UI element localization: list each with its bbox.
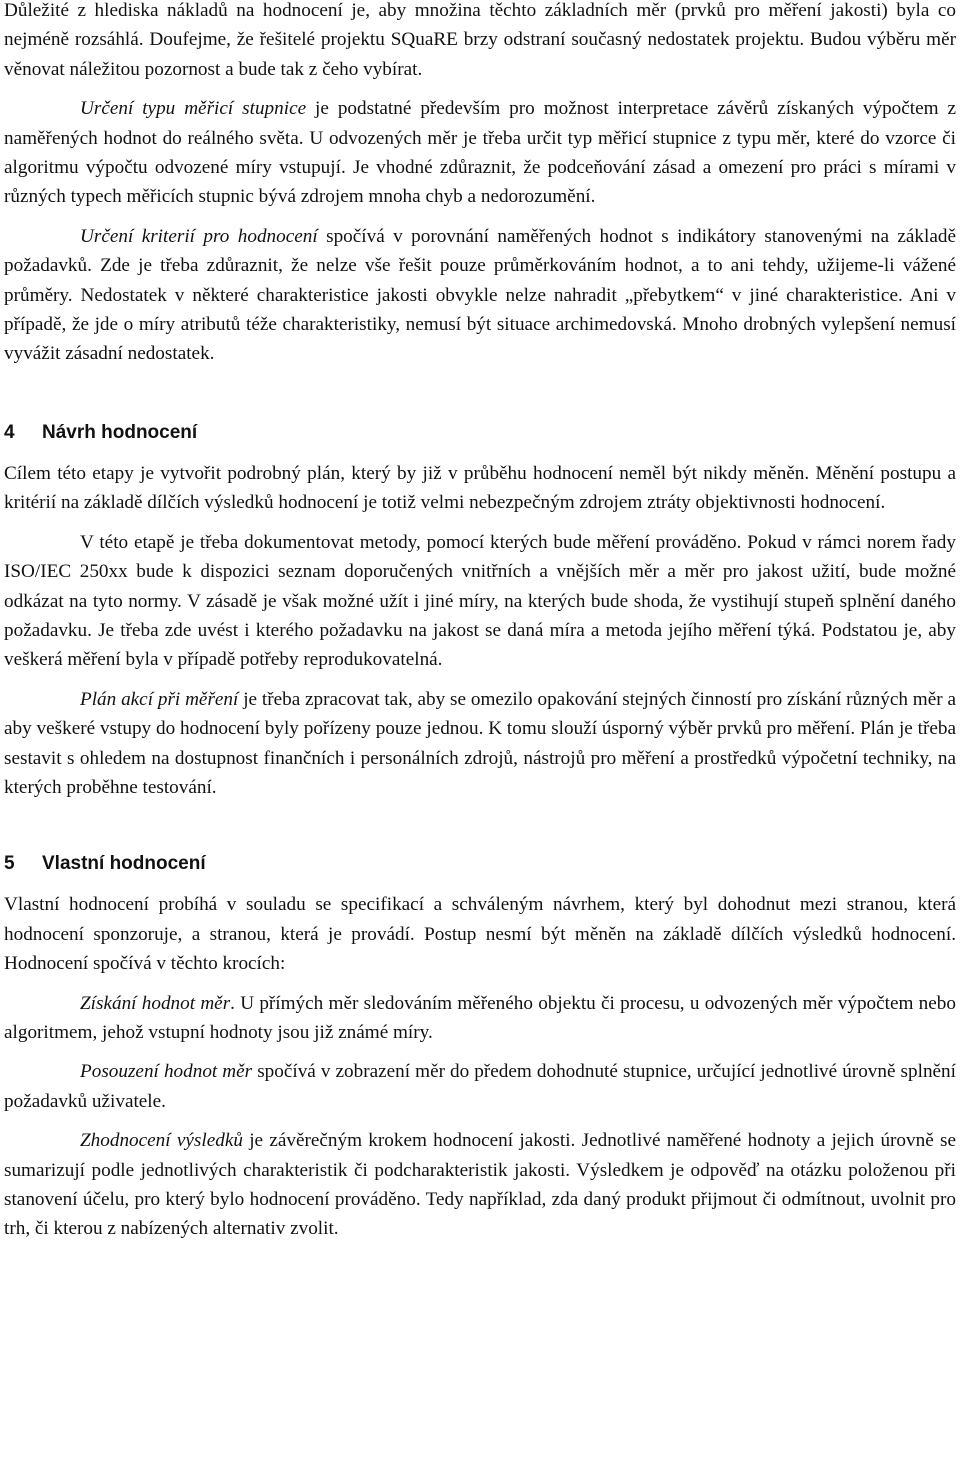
term-evaluation-criteria: Určení kriterií pro hodnocení <box>80 225 318 247</box>
term-obtaining-values: Získání hodnot měr <box>80 992 231 1014</box>
section-5-paragraph-2-text: . U přímých měr sledováním měřeného objektu či procesu, u odvozených měr výpočtem nebo algoritmem, jehož vstupní hodnoty jsou již známé míry. <box>4 992 956 1043</box>
section-5-paragraph-3 <box>4 1057 956 1116</box>
term-measurement-plan: Plán akcí při měření <box>80 688 239 710</box>
section-5-paragraph-2 <box>4 989 956 1048</box>
section-4-title: Návrh hodnocení <box>42 421 198 443</box>
term-measurement-scale: Určení typu měřicí stupnice <box>80 98 307 120</box>
section-5-title: Vlastní hodnocení <box>42 853 206 875</box>
section-4-heading <box>4 421 956 445</box>
term-assessing-values: Posouzení hodnot měr <box>80 1061 253 1083</box>
intro-paragraph-1: Důležité z hlediska nákladů na hodnocení je, aby množina těchto základních měr (prvků pro měření jakosti) byla co nejméně rozsáhlá. Doufejme, že řešitelé projektu SQuaRE brzy odstraní současný nedostatek projektu. Budou výběru měr věnovat náležitou pozornost a bude tak z čeho vybírat. <box>4 0 956 80</box>
intro-paragraph-3 <box>4 222 956 369</box>
section-4-number: 4 <box>4 421 15 443</box>
section-5-heading <box>4 852 956 876</box>
section-5-paragraph-1: Vlastní hodnocení probíhá v souladu se specifikací a schváleným návrhem, který byl dohodnut mezi stranou, která hodnocení sponzoruje, a stranou, která je provádí. Postup nesmí být měněn na základě dílčích výsledků hodnocení. Hodnocení spočívá v těchto krocích: <box>4 894 956 975</box>
section-5-paragraph-3-text: spočívá v zobrazení měr do předem dohodnuté stupnice, určující jednotlivé úrovně splnění požadavků uživatele. <box>4 1061 956 1112</box>
intro-paragraph-2 <box>4 94 956 212</box>
intro-paragraph-2-text: je podstatné především pro možnost interpretace závěrů získaných výpočtem z naměřených hodnot do reálného světa. U odvozených měr je třeba určit typ měřicí stupnice z typu měr, které do vzorce či algoritmu výpočtu odvozené míry vstupují. Je vhodné zdůraznit, že podceňování zásad a omezení pro práci s mírami v různých typech měřicích stupnic bývá zdrojem mnoha chyb a nedorozumění. <box>4 98 956 208</box>
intro-paragraph-3-text: spočívá v porovnání naměřených hodnot s indikátory stanovenými na základě požadavků. Zde je třeba zdůraznit, že nelze vše řešit pouze průměrkováním hodnot, a to ani tehdy, užijeme-li vážené průměry. Nedostatek v některé charakteristice jakosti obvykle nelze nahradit „přebytkem“ v jiné charakteristice. Ani v případě, že jde o míry atributů téže charakteristiky, nemusí být situace archimedovská. Mnoho drobných vylepšení nemusí vyvážit zásadní nedostatek. <box>4 225 956 365</box>
section-5-number: 5 <box>4 853 15 875</box>
section-4-paragraph-1: Cílem této etapy je vytvořit podrobný plán, který by již v průběhu hodnocení neměl být nikdy měněn. Měnění postupu a kritérií na základě dílčích výsledků hodnocení je totiž velmi nebezpečným zdrojem ztráty objektivnosti hodnocení. <box>4 462 956 514</box>
section-4-paragraph-3-text: je třeba zpracovat tak, aby se omezilo opakování stejných činností pro získání různých měr a aby veškeré vstupy do hodnocení byly pořízeny pouze jednou. K tomu slouží úsporný výběr prvků pro měření. Plán je třeba sestavit s ohledem na dostupnost finančních i personálních zdrojů, nástrojů pro měření a prostředků výpočetní techniky, na kterých proběhne testování. <box>4 688 956 798</box>
section-5-paragraph-4-text: je závěrečným krokem hodnocení jakosti. Jednotlivé naměřené hodnoty a jejich úrovně se sumarizují podle jednotlivých charakteristik či podcharakteristik jakosti. Výsledkem je odpověď na otázku položenou při stanovení účelu, pro který bylo hodnocení prováděno. Tedy například, zda daný produkt přijmout či odmítnout, uvolnit pro trh, či kterou z nabízených alternativ zvolit. <box>4 1130 956 1240</box>
section-4-paragraph-3 <box>4 685 956 803</box>
section-4-paragraph-2: V této etapě je třeba dokumentovat metody, pomocí kterých bude měření prováděno. Pokud v rámci norem řady ISO/IEC 250xx bude k dispozici seznam doporučených vnitřních a vnějších měr a měr pro jakost užití, bude možné odkázat na tyto normy. V zásadě je však možné užít i jiné míry, na kterých bude shoda, že vystihují stupeň splnění daného požadavku. Je třeba zde uvést i kterého požadavku na jakost se daná míra a metoda jejího měření týká. Podstatou je, aby veškerá měření byla v případě potřeby reprodukovatelná. <box>4 531 956 671</box>
term-evaluating-results: Zhodnocení výsledků <box>80 1130 243 1152</box>
section-5-paragraph-4 <box>4 1126 956 1244</box>
document-page <box>4 0 956 1244</box>
